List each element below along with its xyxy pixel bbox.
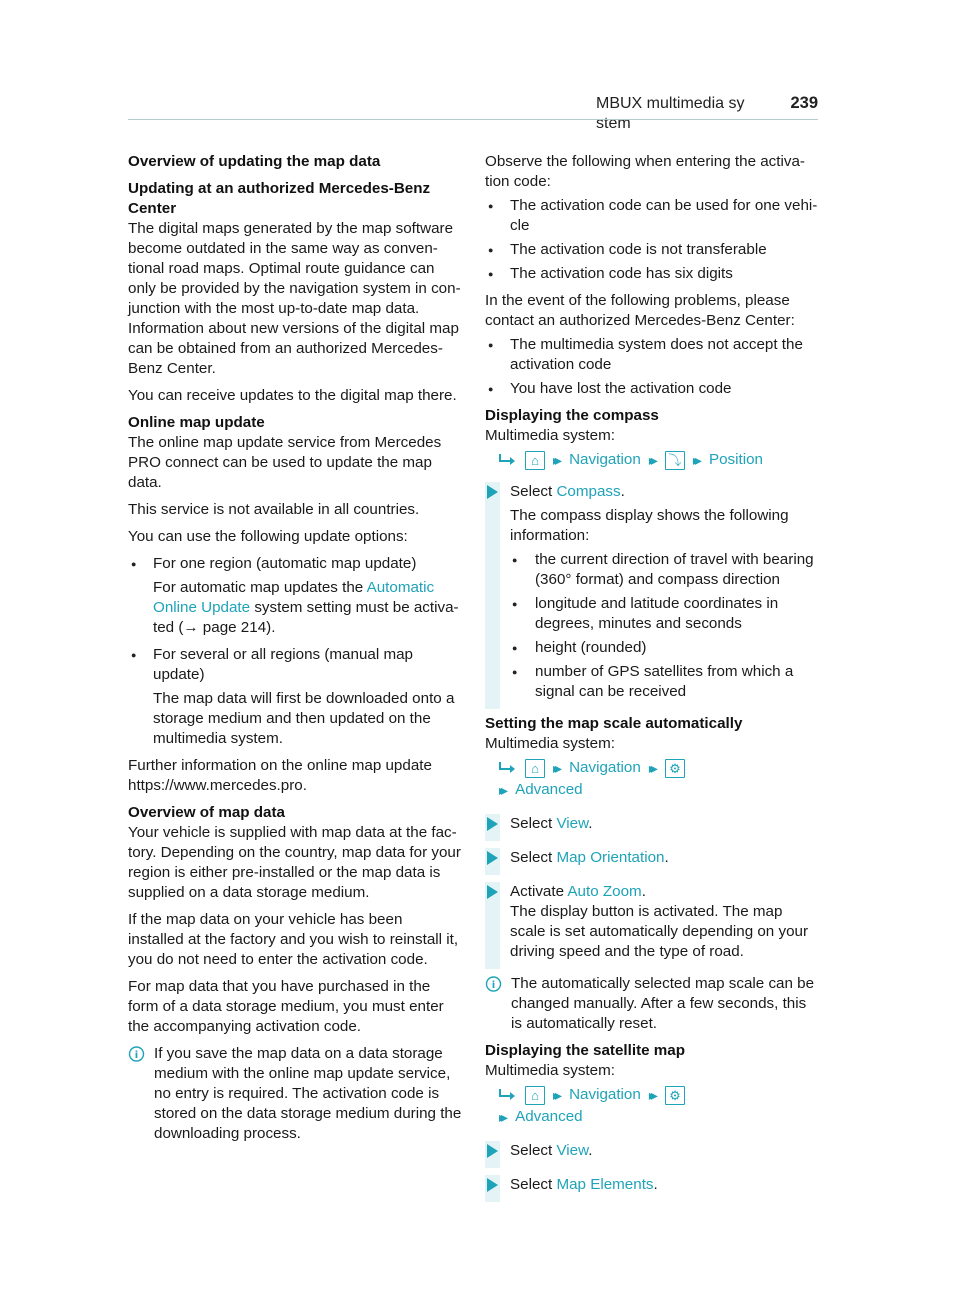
svg-text:i: i [491,980,496,991]
heading-authorized-center: Updating at an authorized Mercedes-Benz Center [128,180,431,217]
step-select-view [485,814,819,834]
step-text [510,882,819,902]
step-text [510,848,819,868]
step-text [510,482,819,502]
page-number: 239 [790,94,818,112]
info-note-icon [128,1046,145,1062]
list-item-text: ● For one region (automatic map update) [153,555,417,572]
step-description: The compass display shows the following information: [510,507,789,544]
view-link[interactable]: View [556,1142,589,1159]
chevron-icon: ▸▸ [553,1087,558,1103]
text: Activate [510,883,568,900]
step-arrow-icon [487,485,498,499]
header-rule [128,119,818,120]
list-item [128,645,462,749]
info-note-icon [485,976,502,992]
note [485,974,819,1034]
text: Select [510,1142,557,1159]
chevron-icon: ▸▸ [499,1109,504,1125]
list-item: ● the current direction of travel with bearing (360° format) and compass direction [510,550,819,590]
note-text: The automatically selected map scale can be changed manually. After a few seconds, this is automatically reset. [511,975,815,1032]
chevron-icon: ▸▸ [648,452,653,468]
heading-overview-updating: Overview of updating the map data [128,153,381,170]
text: . [641,883,646,900]
update-options-list [128,554,462,749]
compass-link[interactable]: Compass [556,483,621,500]
chevron-icon: ▸▸ [553,452,558,468]
list-item: ● The multimedia system does not accept the activation code [485,335,819,375]
svg-text:i: i [134,1050,139,1061]
paragraph: Your vehicle is supplied with map data at the fac‐tory. Depending on the country, map data for your region is either pre-installed or the map data is supplied on a data storage medium. [128,824,461,901]
step-arrow-icon [487,1178,498,1192]
menu-path [485,450,819,470]
note [128,1044,462,1144]
auto-zoom-link[interactable]: Auto Zoom [567,883,642,900]
paragraph: If the map data on your vehicle has been installed at the factory and you wish to reinstall it, you do not need to enter the activation code. [128,911,459,968]
path-start-icon [497,1087,517,1103]
text: . [588,1142,593,1159]
page-header [596,93,818,132]
text: Select [510,1176,557,1193]
paragraph: The digital maps generated by the map software become outdated in the same way as conven‐tional road maps. Optimal route guidance can only be provided by the navigation system in con‐junction with the most up-to-date map data. Information about new versions of the digital map can be obtained from an authorized Mercedes-Benz Center. [128,220,461,377]
paragraph: In the event of the following problems, please contact an authorized Mercedes-Benz Center: [485,292,795,329]
list-item: ● longitude and latitude coordinates in degrees, minutes and seconds [510,594,819,634]
step-activate-auto-zoom [485,882,819,962]
menu-path [485,758,819,778]
settings-gear-icon[interactable]: ⚙ [665,1086,685,1105]
paragraph: You can use the following update options: [128,528,408,545]
list-item: ● The activation code is not transferable [485,240,819,260]
compass-info-list [510,550,819,702]
chevron-icon: ▸▸ [648,1087,653,1103]
step-arrow-icon [487,885,498,899]
list-item-text: ● For several or all regions (manual map update) [153,646,413,683]
chevron-icon: ▸▸ [499,782,504,798]
heading-overview-map-data: Overview of map data [128,804,285,821]
menu-path [485,1085,819,1105]
step-description: The display button is activated. The map scale is set automatically depending on your driving speed and the type of road. [510,903,809,960]
multimedia-system-label: Multimedia system: [485,1062,615,1079]
multimedia-system-label: Multimedia system: [485,735,615,752]
list-item: ● height (rounded) [510,638,819,658]
chevron-icon: ▸▸ [692,452,697,468]
step-select-map-orientation [485,848,819,868]
list-item: ● The activation code can be used for one vehi‐cle [485,196,819,236]
text: . [620,483,625,500]
list-item: ● The activation code has six digits [485,264,819,284]
step-bar [485,482,500,709]
navigation-link[interactable]: Navigation [569,1086,641,1103]
position-pin-icon[interactable]: ⤵ [665,451,685,470]
chevron-icon: ▸▸ [648,760,653,776]
text: Select [510,483,557,500]
path-start-icon [497,760,517,776]
map-orientation-link[interactable]: Map Orientation [556,849,665,866]
list-item [128,554,462,638]
step-select-map-elements [485,1175,819,1195]
home-icon[interactable]: ⌂ [525,451,545,470]
step-arrow-icon [487,1144,498,1158]
view-link[interactable]: View [556,815,589,832]
paragraph: You can receive updates to the digital map there. [128,387,457,404]
settings-gear-icon[interactable]: ⚙ [665,759,685,778]
paragraph: This service is not available in all countries. [128,501,420,518]
heading-displaying-compass: Displaying the compass [485,407,659,424]
multimedia-system-label: Multimedia system: [485,427,615,444]
list-item: ● You have lost the activation code [485,379,819,399]
text: For automatic map updates the [153,579,367,596]
menu-path-continued [485,1107,819,1127]
text: Select [510,849,557,866]
step-select-compass [485,482,819,702]
step-text [510,814,819,834]
activation-code-list [485,196,819,284]
paragraph: Observe the following when entering the activa‐tion code: [485,153,805,190]
chevron-icon: ▸▸ [553,760,558,776]
heading-satellite-map: Displaying the satellite map [485,1042,686,1059]
heading-map-scale: Setting the map scale automatically [485,715,743,732]
text: Select [510,815,557,832]
step-arrow-icon [487,851,498,865]
navigation-link[interactable]: Navigation [569,451,641,468]
header-title: MBUX multimedia sy stem [596,95,745,132]
step-text [510,1141,819,1161]
map-elements-link[interactable]: Map Elements [556,1176,654,1193]
path-start-icon [497,452,517,468]
note-text: If you save the map data on a data storage medium with the online map update service, no entry is required. The activation code is stored on the data storage medium during the downloading process. [154,1045,462,1142]
paragraph: The online map update service from Mercedes PRO connect can be used to update the map data. [128,434,442,491]
text: . [664,849,669,866]
list-item-detail [153,578,462,638]
step-text [510,1175,819,1195]
right-column [485,152,819,1195]
text: . [653,1176,658,1193]
automatic-online-update-link[interactable]: Automatic Online Update [153,579,435,616]
list-item: ● number of GPS satellites from which a signal can be received [510,662,819,702]
advanced-link[interactable]: Advanced [515,781,583,798]
menu-path-continued [485,780,819,800]
advanced-link[interactable]: Advanced [515,1108,583,1125]
paragraph: Further information on the online map update https://www.mercedes.pro. [128,757,432,794]
step-arrow-icon [487,817,498,831]
position-link[interactable]: Position [708,451,763,468]
home-icon[interactable]: ⌂ [525,1086,545,1105]
problems-list [485,335,819,399]
step-select-view [485,1141,819,1161]
heading-online-map-update: Online map update [128,414,265,431]
paragraph: For map data that you have purchased in the form of a data storage medium, you must enter the accompanying activation code. [128,978,444,1035]
text: system setting must be activa‐ted (→ page 214). [153,599,459,636]
left-column [128,152,462,1144]
navigation-link[interactable]: Navigation [569,759,641,776]
list-item-detail: The map data will first be downloaded onto a storage medium and then updated on the multimedia system. [153,690,455,747]
home-icon[interactable]: ⌂ [525,759,545,778]
text: . [588,815,593,832]
